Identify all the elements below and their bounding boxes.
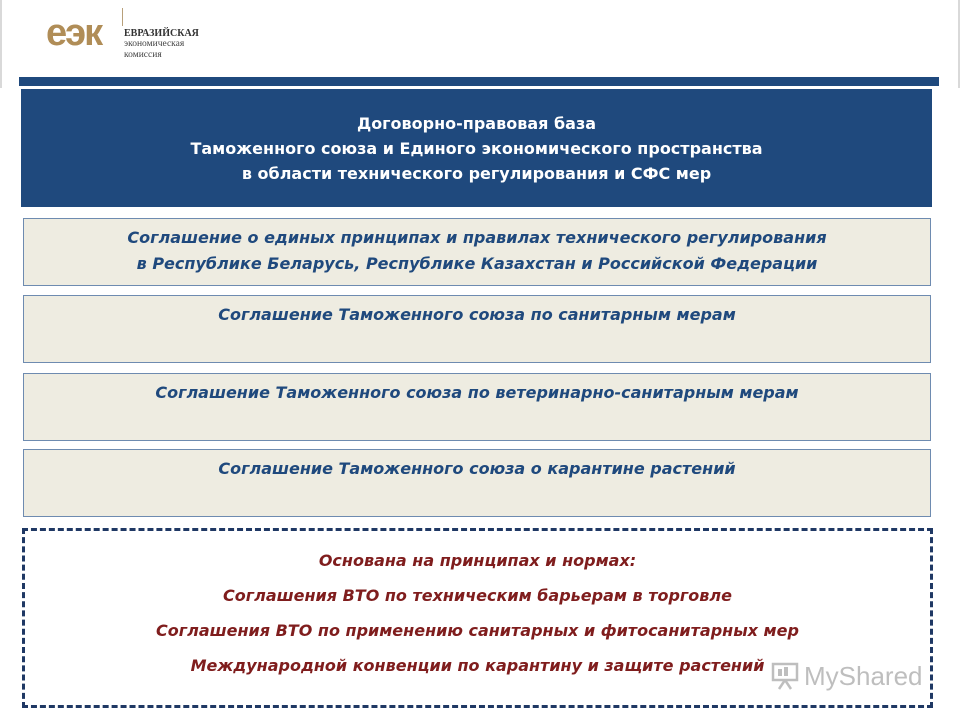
basis-heading: Основана на принципах и нормах: (318, 551, 637, 570)
header-rule-left (0, 0, 2, 88)
watermark (770, 658, 923, 694)
title-line-3: в области технического регулирования и СФС мер (241, 163, 712, 183)
logo-mark: еэк (46, 12, 102, 54)
agreement-box-sanitary (23, 295, 931, 363)
agreement-box-technical-regulation (23, 218, 931, 286)
agreement-box-plant-quarantine (23, 449, 931, 517)
logo-line-1: ЕВРАЗИЙСКАЯ (124, 28, 199, 39)
basis-item: Соглашения ВТО по применению санитарных и фитосанитарных мер (156, 621, 799, 640)
presentation-icon (770, 661, 800, 691)
logo-line-2: экономическая (124, 39, 185, 49)
watermark-text: MyShared (804, 660, 923, 691)
title-line-1: Договорно-правовая база (356, 113, 597, 133)
logo-text (124, 28, 199, 61)
logo-divider (122, 8, 123, 26)
agreement-text: Соглашение Таможенного союза по ветеринарно-санитарным мерам (155, 383, 799, 402)
agreement-text: Соглашение Таможенного союза о карантине растений (218, 459, 736, 478)
agreement-text: в Республике Беларусь, Республике Казахстан и Российской Федерации (136, 254, 818, 273)
logo-line-3: комиссия (124, 50, 162, 60)
basis-item: Международной конвенции по карантину и защите растений (190, 656, 765, 675)
agreement-box-veterinary (23, 373, 931, 441)
slide-title (21, 89, 932, 207)
eec-logo (46, 8, 266, 68)
basis-item: Соглашения ВТО по техническим барьерам в торговле (223, 586, 732, 605)
header-blue-strip (19, 77, 939, 86)
slide-header (0, 0, 960, 88)
agreement-text: Соглашение о единых принципах и правилах технического регулирования (127, 228, 827, 247)
title-line-2: Таможенного союза и Единого экономического пространства (190, 138, 763, 158)
agreement-text: Соглашение Таможенного союза по санитарным мерам (218, 305, 736, 324)
